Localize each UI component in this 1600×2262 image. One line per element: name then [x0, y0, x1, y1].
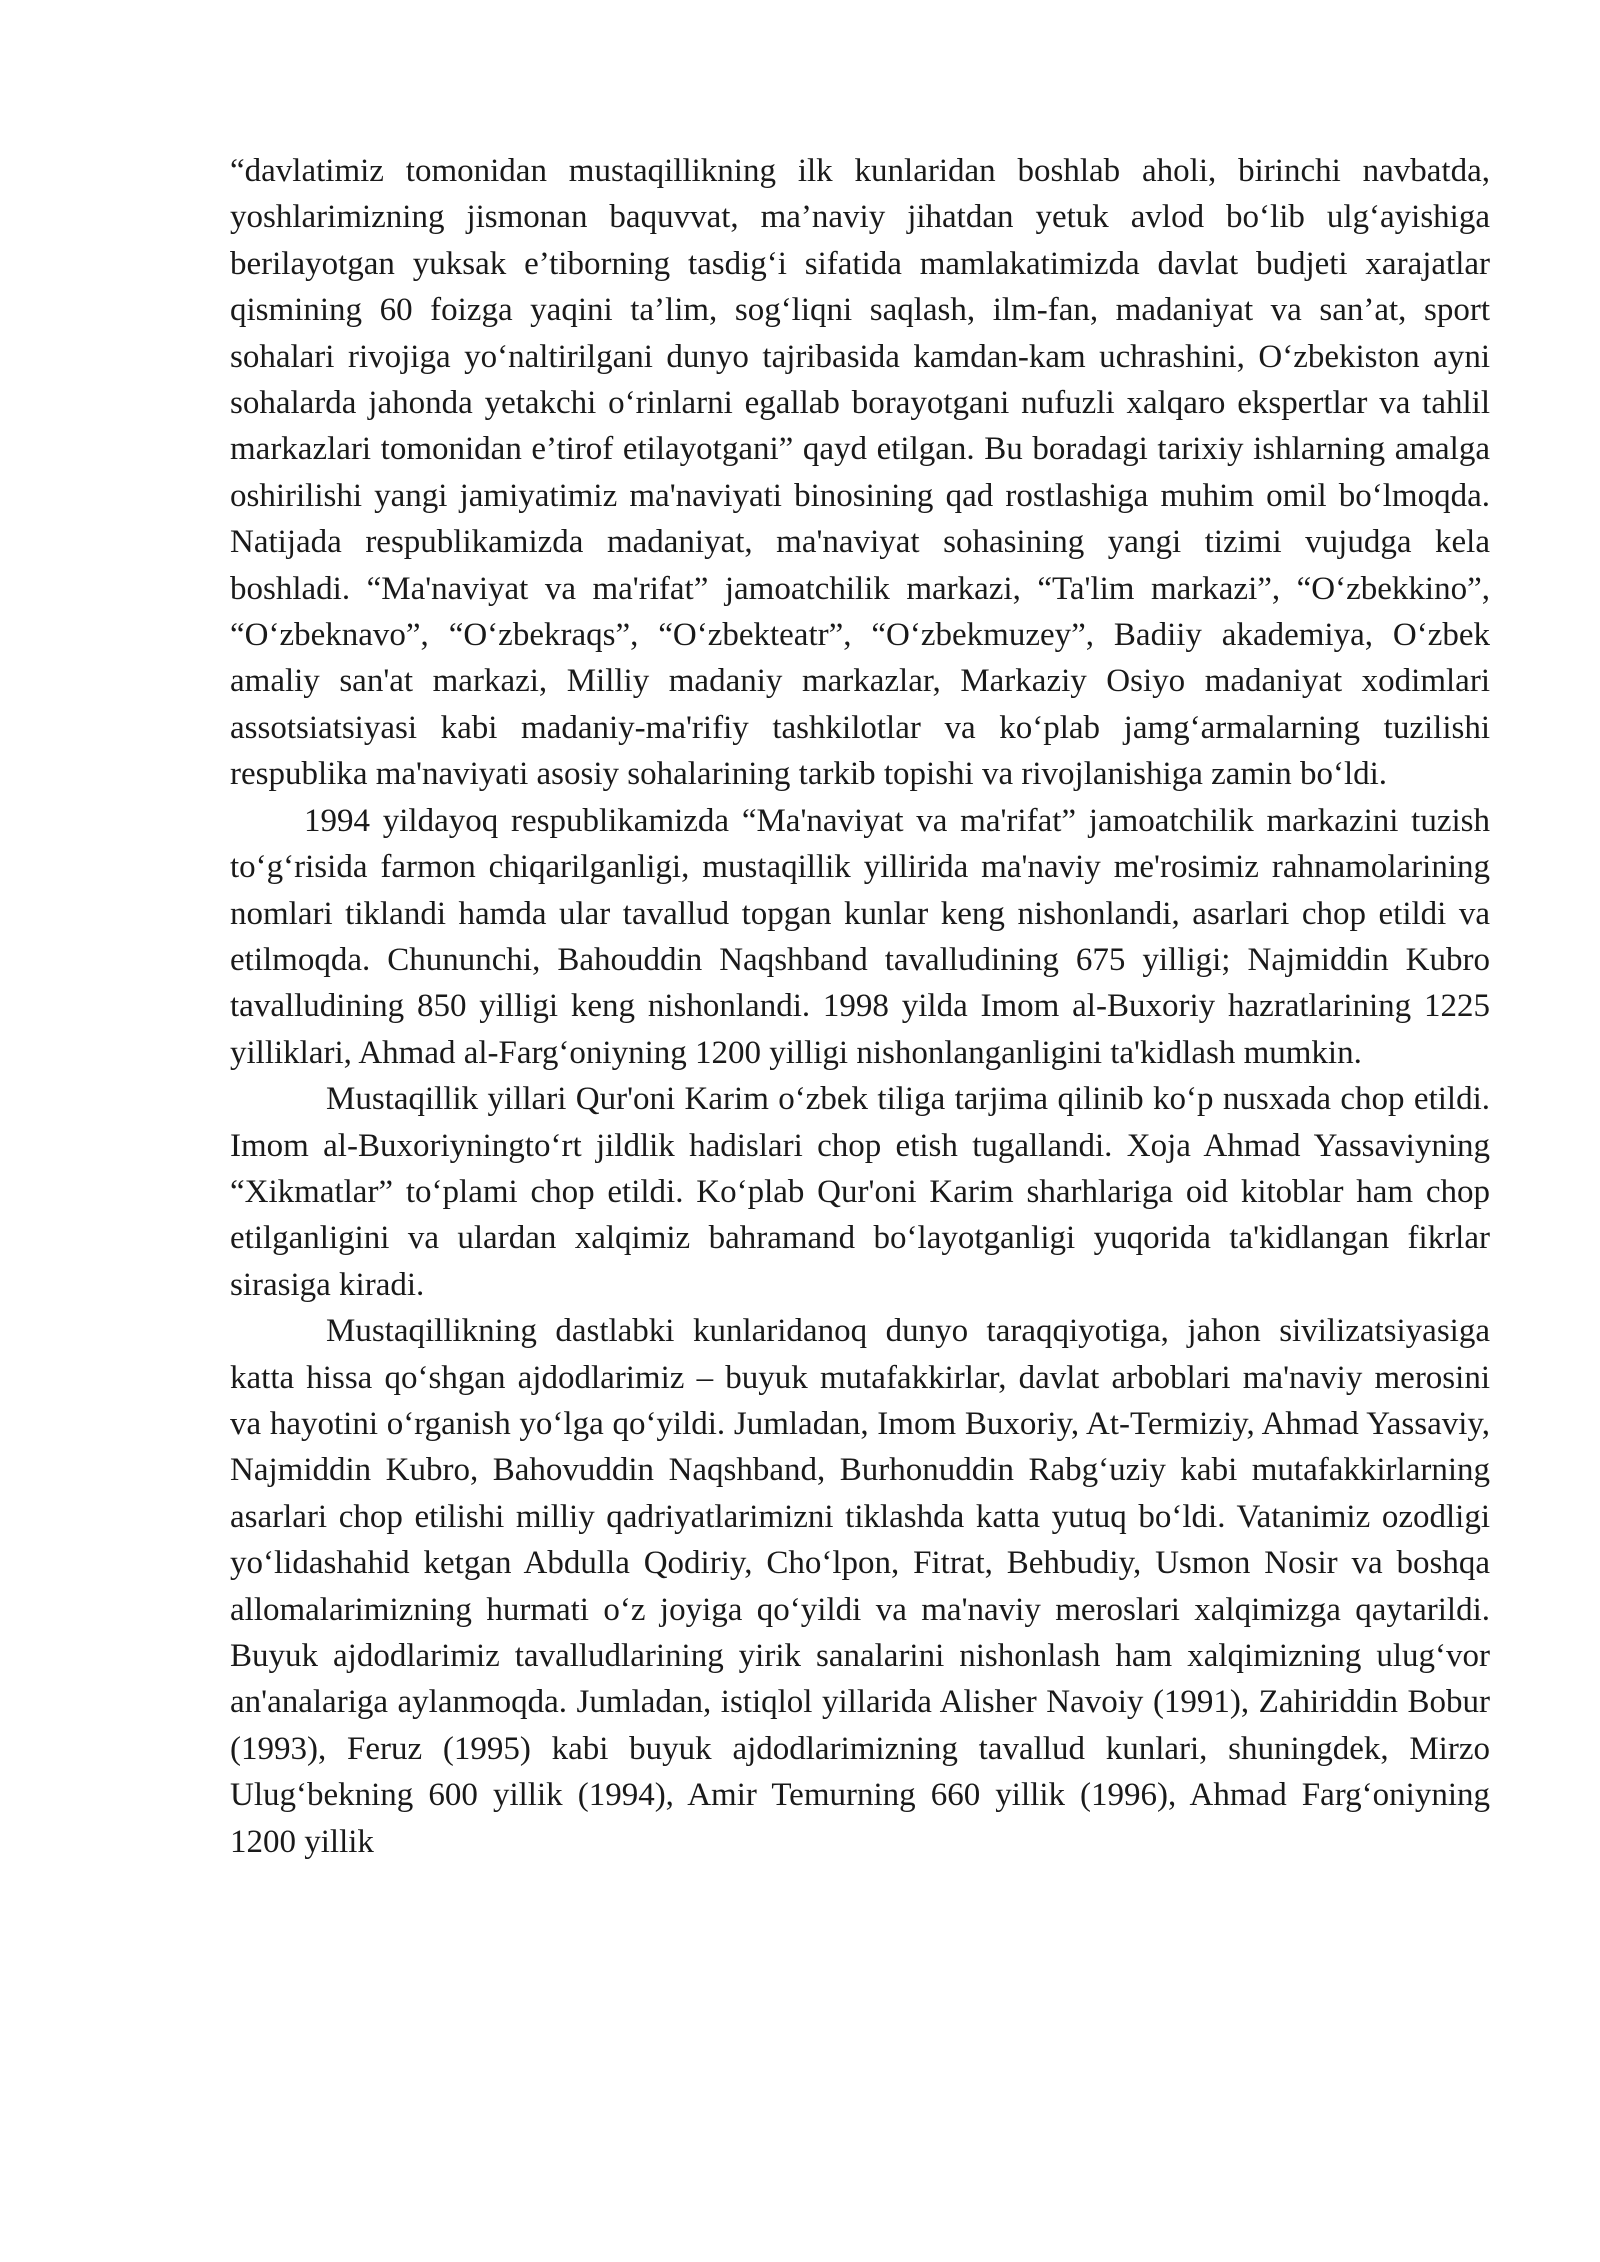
- document-page: [230, 148, 1490, 1865]
- paragraph-4: Mustaqillikning dastlabki kunlaridanoq dunyo taraqqiyotiga, jahon sivilizatsiyasiga katta hissa qo‘shgan ajdodlarimiz – buyuk mutafakkirlar, davlat arboblari ma'naviy merosini va hayotini o‘rganish yo‘lga qo‘yildi. Jumladan, Imom Buxoriy, At-Termiziy, Ahmad Yassaviy, Najmiddin Kubro, Bahovuddin Naqshband, Burhonuddin Rabg‘uziy kabi mutafakkirlarning asarlari chop etilishi milliy qadriyatlarimizni tiklashda katta yutuq bo‘ldi. Vatanimiz ozodligi yo‘lidashahid ketgan Abdulla Qodiriy, Cho‘lpon, Fitrat, Behbudiy, Usmon Nosir va boshqa allomalarimizning hurmati o‘z joyiga qo‘yildi va ma'naviy meroslari xalqimizga qaytarildi. Buyuk ajdodlarimiz tavalludlarining yirik sanalarini nishonlash ham xalqimizning ulug‘vor an'analariga aylanmoqda. Jumladan, istiqlol yillarida Alisher Navoiy (1991), Zahiriddin Bobur (1993), Feruz (1995) kabi buyuk ajdodlarimizning tavallud kunlari, shuningdek, Mirzo Ulug‘bekning 600 yillik (1994), Amir Temurning 660 yillik (1996), Ahmad Farg‘oniyning 1200 yillik: [230, 1313, 1490, 1860]
- paragraph-1: “davlatimiz tomonidan mustaqillikning ilk kunlaridan boshlab aholi, birinchi navbatda, yoshlarimizning jismonan baquvvat, ma’naviy jihatdan yetuk avlod bo‘lib ulg‘ayishiga berilayotgan yuksak e’tiborning tasdig‘i sifatida mamlakatimizda davlat budjeti xarajatlar qismining 60 foizga yaqini ta’lim, sog‘liqni saqlash, ilm-fan, madaniyat va san’at, sport sohalari rivojiga yo‘naltirilgani dunyo tajribasida kamdan-kam uchrashini, O‘zbekiston ayni sohalarda jahonda yetakchi o‘rinlarni egallab borayotgani nufuzli xalqaro ekspertlar va tahlil markazlari tomonidan e’tirof etilayotgani” qayd etilgan. Bu boradagi tarixiy ishlarning amalga oshirilishi yangi jamiyatimiz ma'naviyati binosining qad rostlashiga muhim omil bo‘lmoqda. Natijada respublikamizda madaniyat, ma'naviyat sohasining yangi tizimi vujudga kela boshladi. “Ma'naviyat va ma'rifat” jamoatchilik markazi, “Ta'lim markazi”, “O‘zbekkino”, “O‘zbeknavo”, “O‘zbekraqs”, “O‘zbekteatr”, “O‘zbekmuzey”, Badiiy akademiya, O‘zbek amaliy san'at markazi, Milliy madaniy markazlar, Markaziy Osiyo madaniyat xodimlari assotsiatsiyasi kabi madaniy-ma'rifiy tashkilotlar va ko‘plab jamg‘armalarning tuzilishi respublika ma'naviyati asosiy sohalarining tarkib topishi va rivojlanishiga zamin bo‘ldi.: [230, 153, 1490, 793]
- paragraph-2: 1994 yildayoq respublikamizda “Ma'naviyat va ma'rifat” jamoatchilik markazini tuzish to‘g‘risida farmon chiqarilganligi, mustaqillik yillirida ma'naviy me'rosimiz rahnamolarining nomlari tiklandi hamda ular tavallud topgan kunlar keng nishonlandi, asarlari chop etildi va etilmoqda. Chununchi, Bahouddin Naqshband tavalludining 675 yilligi; Najmiddin Kubro tavalludining 850 yilligi keng nishonlandi. 1998 yilda Imom al-Buxoriy hazratlarining 1225 yilliklari, Ahmad al-Farg‘oniyning 1200 yilligi nishonlanganligini ta'kidlash mumkin.: [230, 802, 1490, 1071]
- paragraph-3: Mustaqillik yillari Qur'oni Karim o‘zbek tiliga tarjima qilinib ko‘p nusxada chop etildi. Imom al-Buxoriyningto‘rt jildlik hadislari chop etish tugallandi. Xoja Ahmad Yassaviyning “Xikmatlar” to‘plami chop etildi. Ko‘plab Qur'oni Karim sharhlariga oid kitoblar ham chop etilganligini va ulardan xalqimiz bahramand bo‘layotganligi yuqorida ta'kidlangan fikrlar sirasiga kiradi.: [230, 1081, 1490, 1303]
